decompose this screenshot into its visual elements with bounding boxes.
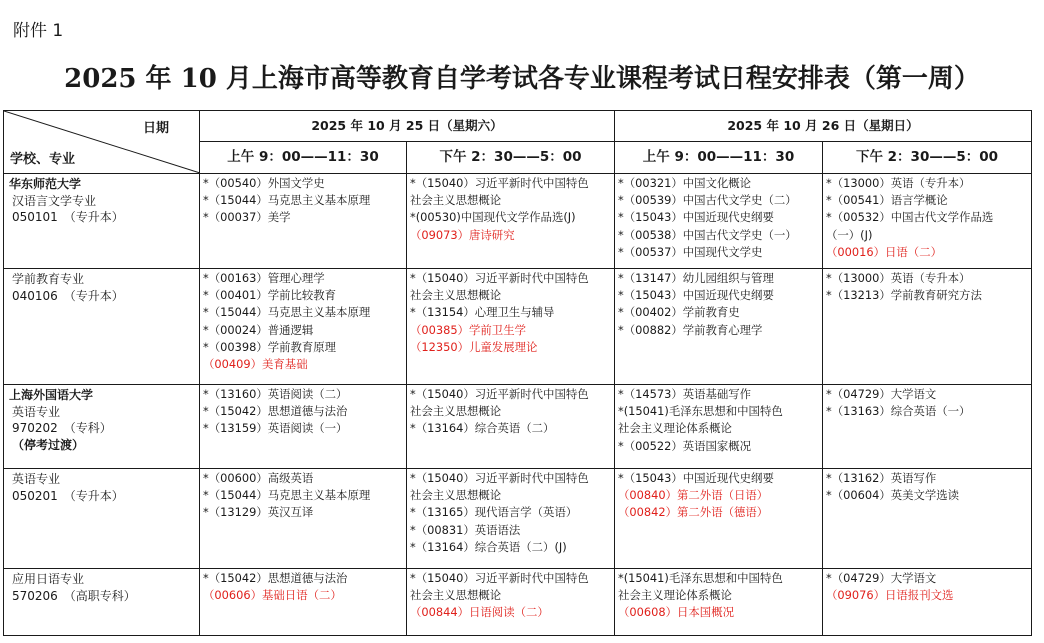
course-entry: *（15043）中国近现代史纲要 <box>618 288 774 303</box>
date-header-day1: 2025 年 10 月 25 日（星期六） <box>200 111 615 142</box>
course-cell <box>615 469 823 569</box>
course-entry: *（13000）英语（专升本） <box>826 176 971 190</box>
course-cell <box>823 569 1032 636</box>
schedule-table <box>3 110 1032 636</box>
header-row-dates <box>4 111 1032 142</box>
course-entry: *（00539）中国古代文学史（二） <box>618 193 797 208</box>
course-entry: *（14573）英语基础写作 <box>618 387 752 401</box>
table-row <box>4 469 1032 569</box>
major-code: 970202 （专科） <box>12 421 112 435</box>
major-code: 050101 （专升本） <box>12 210 124 224</box>
course-entry: （一）(J) <box>826 227 873 242</box>
course-entry: *（15040）习近平新时代中国特色 <box>410 571 589 585</box>
school-major-cell <box>4 385 200 469</box>
corner-school-label: 学校、专业 <box>10 152 76 167</box>
corner-cell <box>4 111 200 174</box>
course-entry: *（13129）英汉互译 <box>203 505 314 520</box>
course-entry: （12350）儿童发展理论 <box>410 339 538 354</box>
course-entry: *（13159）英语阅读（一） <box>203 421 348 436</box>
major-name: 应用日语专业 <box>12 572 85 586</box>
course-entry: （00842）第二外语（德语） <box>618 505 769 520</box>
course-entry: （00844）日语阅读（二） <box>410 605 549 620</box>
course-entry: *（15040）习近平新时代中国特色 <box>410 471 589 485</box>
slot-day1-afternoon: 下午 2：30——5：00 <box>407 141 615 173</box>
course-entry: （00016）日语（二） <box>826 244 942 259</box>
course-entry: *（13147）幼儿园组织与管理 <box>618 271 774 285</box>
course-cell <box>200 269 407 385</box>
course-entry: *（00538）中国古代文学史（一） <box>618 227 797 242</box>
course-entry: *（00831）英语语法 <box>410 522 521 537</box>
course-entry: *（13000）英语（专升本） <box>826 271 971 285</box>
table-row <box>4 269 1032 385</box>
course-entry: 社会主义理论体系概论 <box>618 421 732 436</box>
course-entry: *（15044）马克思主义基本原理 <box>203 488 371 503</box>
course-cell <box>823 385 1032 469</box>
course-cell <box>823 469 1032 569</box>
course-entry: *（04729）大学语文 <box>826 571 937 585</box>
course-cell <box>407 469 615 569</box>
course-entry: 社会主义理论体系概论 <box>618 588 732 603</box>
major-name: 英语专业 <box>12 472 61 486</box>
course-entry: *（00540）外国文学史 <box>203 176 325 190</box>
course-entry: （00840）第二外语（日语） <box>618 488 769 503</box>
course-entry: 社会主义思想概论 <box>410 288 502 303</box>
course-entry: 社会主义思想概论 <box>410 488 502 503</box>
course-entry: （00606）基础日语（二） <box>203 588 342 603</box>
school-major-cell <box>4 269 200 385</box>
course-entry: 社会主义思想概论 <box>410 588 502 603</box>
university-name: 上海外国语大学 <box>9 388 94 402</box>
corner-date-label: 日期 <box>142 121 169 136</box>
course-entry: （09076）日语报刊文选 <box>826 588 954 603</box>
course-cell <box>407 385 615 469</box>
major-name: 汉语言文学专业 <box>12 193 97 208</box>
date-header-day2: 2025 年 10 月 26 日（星期日） <box>615 111 1032 142</box>
course-entry: *(15041)毛泽东思想和中国特色 <box>618 404 783 419</box>
course-entry: *（13163）综合英语（一） <box>826 404 971 419</box>
course-entry: *（00541）语言学概论 <box>826 193 948 208</box>
course-entry: *（13213）学前教育研究方法 <box>826 288 982 303</box>
table-row <box>4 174 1032 269</box>
major-name: 英语专业 <box>12 404 61 419</box>
course-entry: *（15042）思想道德与法治 <box>203 404 348 419</box>
course-entry: *（13164）综合英语（二） <box>410 421 555 436</box>
course-entry: *（13165）现代语言学（英语） <box>410 505 578 520</box>
course-entry: *（00402）学前教育史 <box>618 305 740 320</box>
major-code: 050201 （专升本） <box>12 488 124 503</box>
course-entry: 社会主义思想概论 <box>410 193 502 208</box>
course-entry: *（13164）综合英语（二）(J) <box>410 539 567 554</box>
course-entry: （00385）学前卫生学 <box>410 322 526 337</box>
slot-day2-afternoon: 下午 2：30——5：00 <box>823 141 1032 173</box>
page-title: 2025 年 10 月上海市高等教育自学考试各专业课程考试日程安排表（第一周） <box>64 64 980 94</box>
course-cell <box>407 174 615 269</box>
major-name: 学前教育专业 <box>12 272 85 286</box>
school-major-cell <box>4 469 200 569</box>
course-entry: *（00537）中国现代文学史 <box>618 244 763 259</box>
course-entry: *（15043）中国近现代史纲要 <box>618 471 774 485</box>
course-entry: *（00321）中国文化概论 <box>618 176 752 190</box>
course-cell <box>200 469 407 569</box>
course-cell <box>200 385 407 469</box>
course-entry: *（13162）英语写作 <box>826 471 937 485</box>
course-cell <box>200 174 407 269</box>
course-cell <box>615 569 823 636</box>
course-cell <box>407 569 615 636</box>
course-entry: （00409）美育基础 <box>203 357 308 372</box>
major-code: 040106 （专升本） <box>12 288 124 303</box>
course-entry: 社会主义思想概论 <box>410 404 502 419</box>
course-entry: *（13154）心理卫生与辅导 <box>410 305 555 320</box>
course-entry: *（00163）管理心理学 <box>203 271 325 285</box>
school-major-cell <box>4 174 200 269</box>
course-entry: *（00398）学前教育原理 <box>203 339 337 354</box>
course-entry: *（00024）普通逻辑 <box>203 322 314 337</box>
course-cell <box>615 174 823 269</box>
table-row <box>4 385 1032 469</box>
course-entry: *（15040）习近平新时代中国特色 <box>410 387 589 401</box>
course-entry: *(15041)毛泽东思想和中国特色 <box>618 571 783 585</box>
university-name: 华东师范大学 <box>9 177 82 191</box>
course-entry: *(00530)中国现代文学作品选(J) <box>410 210 576 225</box>
course-entry: *（15044）马克思主义基本原理 <box>203 193 371 208</box>
course-entry: （09073）唐诗研究 <box>410 227 515 242</box>
course-entry: *（04729）大学语文 <box>826 387 937 401</box>
school-major-cell <box>4 569 200 636</box>
course-entry: *（00522）英语国家概况 <box>618 438 752 453</box>
course-cell <box>823 269 1032 385</box>
course-entry: *（15044）马克思主义基本原理 <box>203 305 371 320</box>
course-entry: *（15042）思想道德与法治 <box>203 571 348 585</box>
course-cell <box>407 269 615 385</box>
course-entry: （00608）日本国概况 <box>618 605 734 620</box>
course-entry: *（13160）英语阅读（二） <box>203 387 348 401</box>
major-code: 570206 （高职专科） <box>12 588 136 603</box>
course-entry: *（00401）学前比较教育 <box>203 288 337 303</box>
course-entry: *（15043）中国近现代史纲要 <box>618 210 774 225</box>
course-entry: *（00600）高级英语 <box>203 471 314 485</box>
course-entry: *（15040）习近平新时代中国特色 <box>410 176 589 190</box>
table-row <box>4 569 1032 636</box>
slot-day2-morning: 上午 9：00——11：30 <box>615 141 823 173</box>
attachment-label: 附件 1 <box>13 21 64 41</box>
course-entry: *（15040）习近平新时代中国特色 <box>410 271 589 285</box>
course-cell <box>615 385 823 469</box>
course-cell <box>823 174 1032 269</box>
course-cell <box>615 269 823 385</box>
course-cell <box>200 569 407 636</box>
course-entry: *（00882）学前教育心理学 <box>618 322 763 337</box>
course-entry: *（00532）中国古代文学作品选 <box>826 210 994 225</box>
course-entry: *（00604）英美文学选读 <box>826 488 960 503</box>
course-entry: *（00037）美学 <box>203 210 291 225</box>
status-note: （停考过渡） <box>12 437 85 452</box>
slot-day1-morning: 上午 9：00——11：30 <box>200 141 407 173</box>
